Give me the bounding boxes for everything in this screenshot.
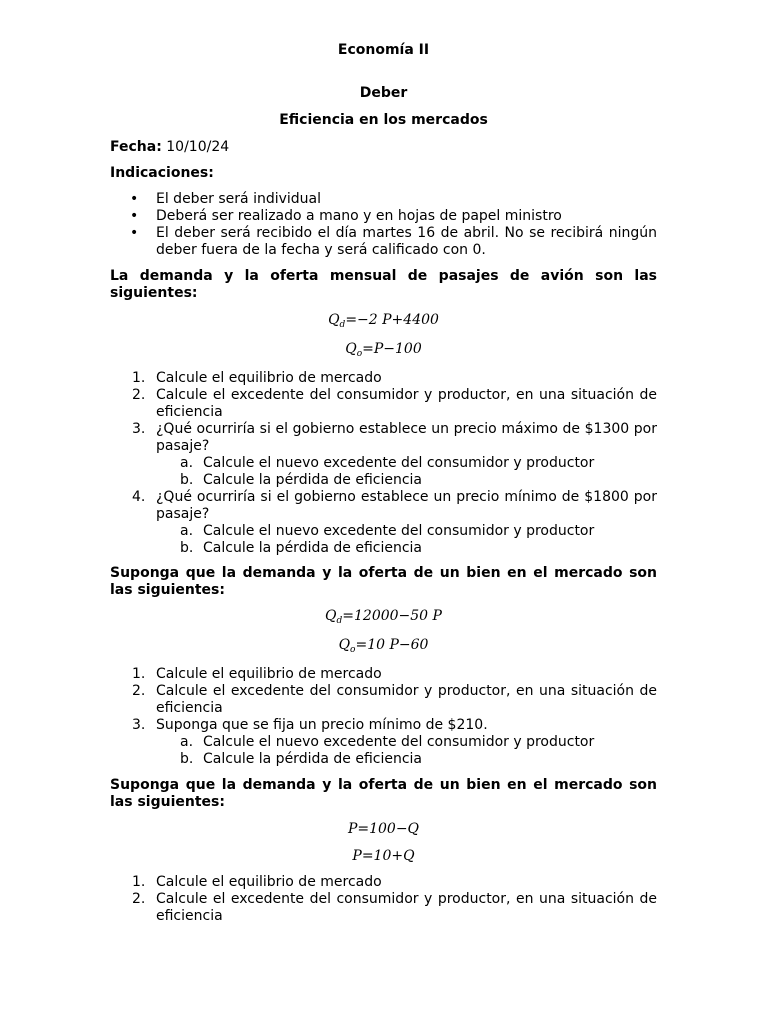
problem-1-equation-supply: $Q_o=P-100$ xyxy=(345,341,422,359)
problem-2-questions xyxy=(110,666,657,768)
problem-3-heading: Suponga que la demanda y la oferta de un bien en el mercado son las siguientes: xyxy=(110,777,657,810)
date-label: Fecha: xyxy=(110,139,162,155)
course-title: Economía II xyxy=(337,42,430,58)
problem-2-heading: Suponga que la demanda y la oferta de un bien en el mercado son las siguientes: xyxy=(110,565,657,598)
problem-3-equation-demand: P=100−Q xyxy=(347,821,420,837)
list-item: a. Calcule el nuevo excedente del consumidor y productor xyxy=(180,523,595,539)
problem-1-questions xyxy=(110,370,657,557)
list-item: b. Calcule la pérdida de eficiencia xyxy=(180,472,423,488)
problem-3-equation-supply: P=10+Q xyxy=(352,848,415,864)
list-item: • El deber será recibido el día martes 16 de abril. No se recibirá ningún deber fuera de la fecha y será calificado con 0. xyxy=(130,225,657,258)
list-item: 3. ¿Qué ocurriría si el gobierno establece un precio máximo de $1300 por pasaje? xyxy=(132,421,657,454)
list-item: 3. Suponga que se fija un precio mínimo de $210. xyxy=(132,717,488,733)
instructions-label: Indicaciones: xyxy=(110,165,214,181)
list-item: 2. Calcule el excedente del consumidor y productor, en una situación de eficiencia xyxy=(132,891,657,924)
document-subject: Eficiencia en los mercados xyxy=(279,112,488,128)
date-value: 10/10/24 xyxy=(166,139,230,155)
instructions-list xyxy=(110,191,657,259)
list-item: 1. Calcule el equilibrio de mercado xyxy=(132,666,382,682)
problem-1-equation-demand: $Q_d=-2$ P+4400 xyxy=(328,312,439,330)
list-item: 1. Calcule el equilibrio de mercado xyxy=(132,874,382,890)
problem-2-equation-supply: $Q_o=10$ P−60 xyxy=(338,637,429,655)
document-type: Deber xyxy=(359,85,408,101)
list-item: 4. ¿Qué ocurriría si el gobierno establece un precio mínimo de $1800 por pasaje? xyxy=(132,489,657,522)
bullet-icon: • xyxy=(130,225,139,241)
list-item: 2. Calcule el excedente del consumidor y productor, en una situación de eficiencia xyxy=(132,387,657,420)
list-item: • El deber será individual xyxy=(130,191,322,207)
list-item: 2. Calcule el excedente del consumidor y productor, en una situación de eficiencia xyxy=(132,683,657,716)
problem-3-questions xyxy=(110,874,657,925)
bullet-icon: • xyxy=(130,208,139,224)
date-line xyxy=(110,139,657,156)
bullet-icon: • xyxy=(130,191,139,207)
list-item: • Deberá ser realizado a mano y en hojas de papel ministro xyxy=(130,208,562,224)
list-item: b. Calcule la pérdida de eficiencia xyxy=(180,540,423,556)
list-item: 1. Calcule el equilibrio de mercado xyxy=(132,370,382,386)
list-item: b. Calcule la pérdida de eficiencia xyxy=(180,751,423,767)
problem-1-heading: La demanda y la oferta mensual de pasajes de avión son las siguientes: xyxy=(110,268,657,301)
problem-2-equation-demand: $Q_d=12000-50$ P xyxy=(325,608,442,626)
list-item: a. Calcule el nuevo excedente del consumidor y productor xyxy=(180,734,595,750)
list-item: a. Calcule el nuevo excedente del consumidor y productor xyxy=(180,455,595,471)
